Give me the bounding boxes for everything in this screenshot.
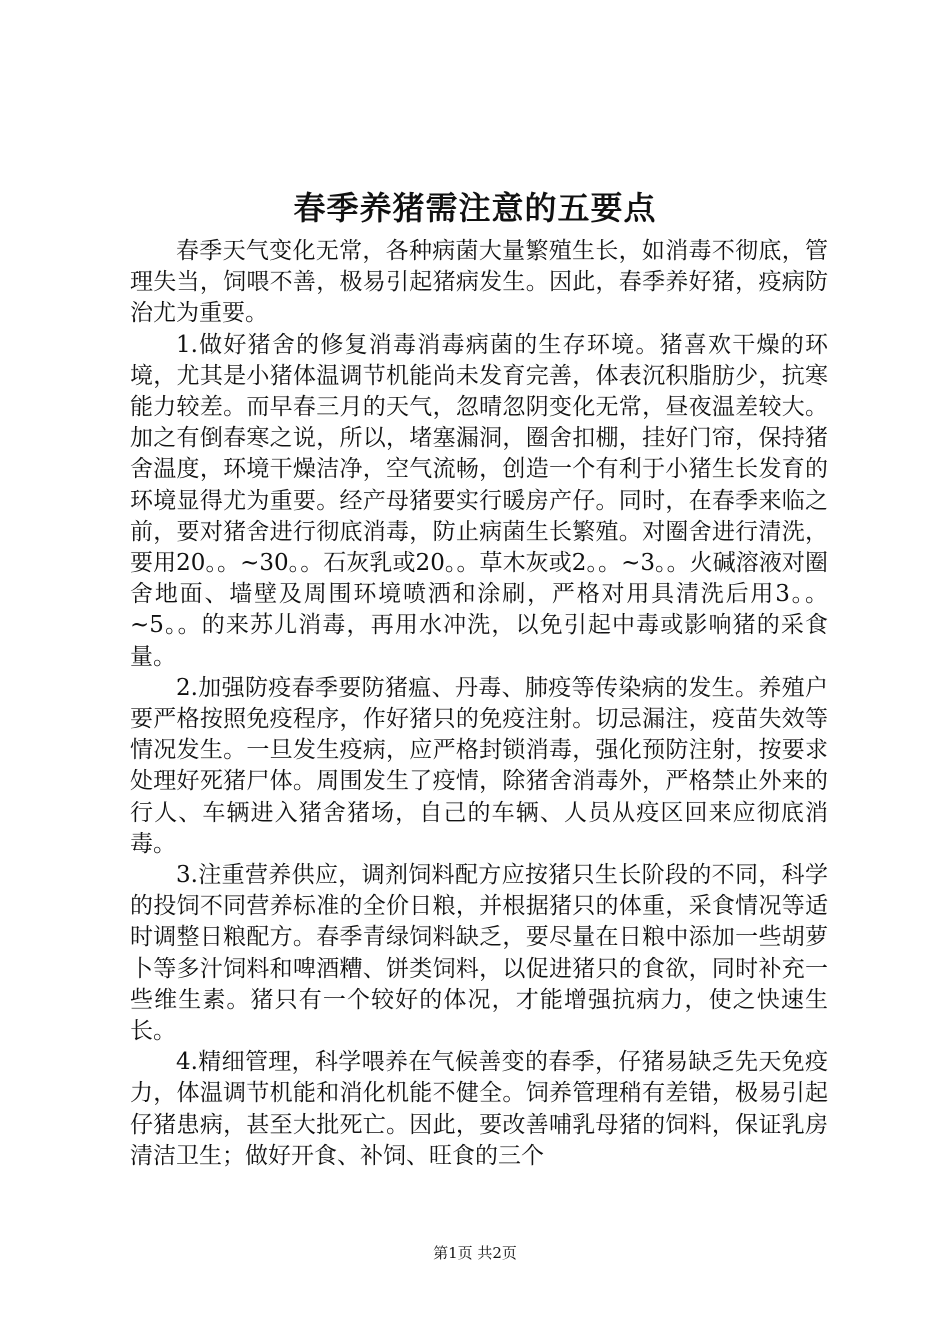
paragraph-point-2: 2.加强防疫春季要防猪瘟、丹毒、肺疫等传染病的发生。养殖户要严格按照免疫程序，作好猪只的免疫注射。切忌漏注，疫苗失效等情况发生。一旦发生疫病，应严格封锁消毒，强化预防注射，按要求处理好死猪尸体。周围发生了疫情，除猪舍消毒外，严格禁止外来的行人、车辆进入猪舍猪场，自己的车辆、人员从疫区回来应彻底消毒。 bbox=[130, 674, 828, 857]
page-number-footer: 第1页 共2页 bbox=[433, 1244, 517, 1262]
paragraph-intro: 春季天气变化无常，各种病菌大量繁殖生长，如消毒不彻底，管理失当，饲喂不善，极易引起猪病发生。因此，春季养好猪，疫病防治尤为重要。 bbox=[130, 238, 828, 327]
paragraph-point-4: 4.精细管理，科学喂养在气候善变的春季，仔猪易缺乏先天免疫力，体温调节机能和消化机能不健全。饲养管理稍有差错，极易引起仔猪患病，甚至大批死亡。因此，要改善哺乳母猪的饲料，保证乳房清洁卫生；做好开食、补饲、旺食的三个 bbox=[130, 1049, 828, 1169]
paragraph-point-3: 3.注重营养供应，调剂饲料配方应按猪只生长阶段的不同，科学的投饲不同营养标准的全价日粮，并根据猪只的体重，采食情况等适时调整日粮配方。春季青绿饲料缺乏，要尽量在日粮中添加一些胡萝卜等多汁饲料和啤酒糟、饼类饲料，以促进猪只的食欲，同时补充一些维生素。猪只有一个较好的体况，才能增强抗病力，使之快速生长。 bbox=[130, 862, 828, 1045]
paragraph-point-1: 1.做好猪舍的修复消毒消毒病菌的生存环境。猪喜欢干燥的环境，尤其是小猪体温调节机能尚未发育完善，体表沉积脂肪少，抗寒能力较差。而早春三月的天气，忽晴忽阴变化无常，昼夜温差较大。加之有倒春寒之说，所以，堵塞漏洞，圈舍扣棚，挂好门帘，保持猪舍温度，环境干燥洁净，空气流畅，创造一个有利于小猪生长发育的环境显得尤为重要。经产母猪要实行暖房产仔。同时，在春季来临之前，要对猪舍进行彻底消毒，防止病菌生长繁殖。对圈舍进行清洗，要用20。。~30。。石灰乳或20。。草木灰或2。。~3。。火碱溶液对圈舍地面、墙壁及周围环境喷洒和涂刷，严格对用具清洗后用3。。~5。。的来苏儿消毒，再用水冲洗，以免引起中毒或影响猪的采食量。 bbox=[130, 331, 828, 670]
document-body bbox=[130, 236, 828, 1172]
document-title: 春季养猪需注意的五要点 bbox=[293, 189, 657, 227]
